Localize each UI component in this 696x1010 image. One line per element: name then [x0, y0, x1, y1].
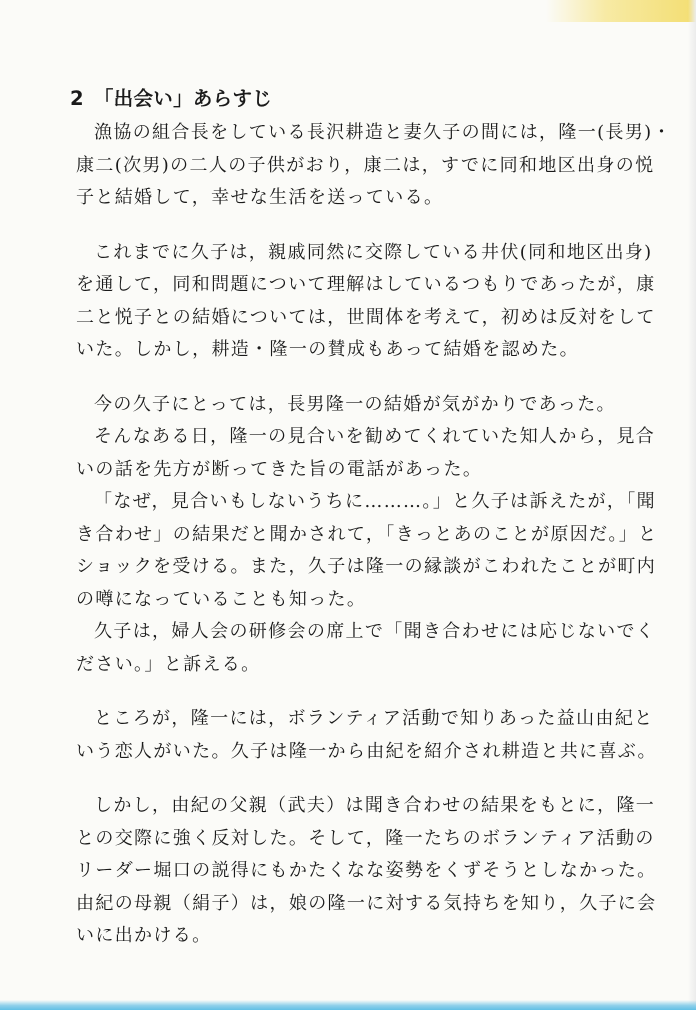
- text-line: 漁協の組合長をしている長沢耕造と妻久子の間には，隆一(長男)・: [94, 122, 672, 143]
- text-line: いに出かける。: [76, 925, 212, 946]
- paragraph-3: [76, 389, 616, 422]
- text-line: 子と結婚して，幸せな生活を送っている。: [76, 187, 444, 208]
- section-heading: [70, 86, 616, 112]
- text-line: 「なぜ，見合いもしないうちに………。」と久子は訴えたが，「聞: [94, 491, 656, 512]
- text-line: ショックを受ける。また，久子は隆一の縁談がこわれたことが町内: [76, 556, 657, 577]
- text-line: ださい。」と訴える。: [76, 653, 261, 675]
- paragraph-1: [76, 117, 672, 215]
- paragraph-gap: [76, 215, 616, 237]
- text-line: いの話を先方が断ってきた旨の電話があった。: [76, 458, 483, 480]
- text-line: ところが，隆一には，ボランティア活動で知りあった益山由紀と: [94, 708, 654, 729]
- paragraph-2: [76, 237, 656, 367]
- text-line: き合わせ」の結果だと聞かされて，「きっとあのことが原因だ。」と: [76, 523, 658, 545]
- text-line: 康二(次男)の二人の子供がおり，康二は，すでに同和地区出身の悦: [76, 154, 655, 176]
- paragraph-8: [76, 790, 657, 953]
- paragraph-5: [76, 486, 658, 616]
- text-line: 久子は，婦人会の研修会の席上で「聞き合わせには応じないでく: [94, 621, 656, 642]
- page-edge-highlight: [546, 0, 696, 22]
- text-line: 由紀の母親（絹子）は，娘の隆一に対する気持ちを知り，久子に会: [76, 892, 657, 914]
- section-number: 2: [70, 87, 84, 110]
- paragraph-6: [76, 616, 656, 681]
- text-line: 二と悦子との結婚については，世間体を考えて，初めは反対をして: [76, 306, 656, 328]
- page-bottom-edge: [0, 1000, 696, 1010]
- text-line: 今の久子にとっては，長男隆一の結婚が気がかりであった。: [94, 393, 616, 415]
- paragraph-7: [76, 703, 657, 768]
- paragraph-gap: [76, 768, 616, 790]
- text-line: いう恋人がいた。久子は隆一から由紀を紹介され耕造と共に喜ぶ。: [76, 740, 657, 762]
- text-line: の噂になっていることも知った。: [76, 588, 367, 610]
- synopsis-body: [76, 117, 672, 953]
- page-edge-shadow: [688, 0, 696, 1010]
- paragraph-4: [76, 421, 656, 486]
- text-line: リーダー堀口の説得にもかたくなな姿勢をくずそうとしなかった。: [76, 860, 657, 881]
- text-line: そんなある日，隆一の見合いを勧めてくれていた知人から，見合: [94, 426, 656, 447]
- paragraph-gap: [76, 367, 616, 389]
- text-line: との交際に強く反対した。そして，隆一たちのボランティア活動の: [76, 827, 655, 849]
- text-line: しかし，由紀の父親（武夫）は聞き合わせの結果をもとに，隆一: [94, 795, 656, 816]
- text-line: いた。しかし，耕造・隆一の賛成もあって結婚を認めた。: [76, 339, 579, 360]
- paragraph-gap: [76, 681, 616, 703]
- text-line: を通して，同和問題について理解はしているつもりであったが，康: [76, 274, 656, 295]
- text-line: これまでに久子は，親戚同然に交際している井伏(同和地区出身): [94, 241, 653, 263]
- document-page: [70, 86, 672, 953]
- section-title: 「出会い」あらすじ: [93, 87, 273, 110]
